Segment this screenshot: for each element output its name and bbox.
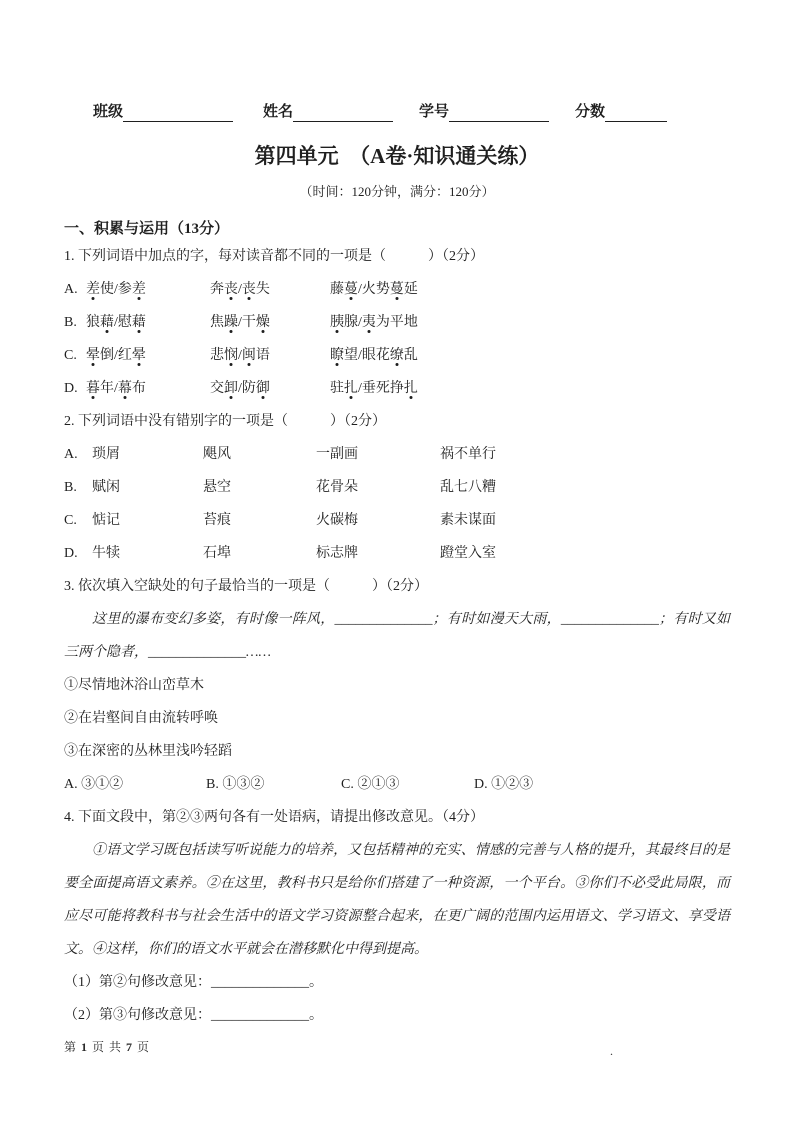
word: 素未谋面 (440, 513, 496, 528)
class-fill-in-blank (123, 103, 233, 122)
word-pair: 胰腺/夷为平地 (330, 315, 418, 330)
q1-option-c (64, 339, 730, 372)
option-label: B. (64, 480, 77, 495)
word-pair: 差使/参差 (86, 282, 146, 297)
choice-a: A. ③①② (64, 777, 124, 792)
word: 惦记 (92, 513, 120, 528)
footer-text: 页 (137, 1040, 151, 1054)
stray-dot-mark: . (610, 1044, 613, 1058)
option-label: D. (64, 546, 78, 561)
option-label: D. (64, 381, 78, 396)
score-fill-in-blank (605, 103, 667, 122)
word-pair: 藤蔓/火势蔓延 (330, 282, 418, 297)
q1-stem: 1. 下列词语中加点的字，每对读音都不同的一项是（ ）（2分） (64, 249, 484, 264)
word-pair: 瞭望/眼花缭乱 (330, 348, 418, 363)
field-student-id (419, 102, 549, 122)
page-footer (64, 1038, 154, 1056)
word-pair: 焦躁/干燥 (210, 315, 270, 330)
option-label: B. (64, 315, 77, 330)
word-pair: 悲悯/闽语 (210, 348, 270, 363)
q1-option-d (64, 372, 730, 405)
q1-option-a (64, 273, 730, 306)
q4-blank-2: （2）第③句修改意见：______________。 (64, 1008, 323, 1023)
field-label-name: 姓名 (263, 104, 294, 120)
word-pair: 交卸/防御 (210, 381, 270, 396)
q1-option-b (64, 306, 730, 339)
current-page-number: 1 (81, 1040, 89, 1054)
choice-c: C. ②①③ (341, 777, 400, 792)
exam-time-score-info: （时间：120分钟，满分：120分） (299, 184, 495, 199)
word-pair: 晕倒/红晕 (86, 348, 146, 363)
q3-passage: 这里的瀑布变幻多姿，有时像一阵风，______________；有时如漫天大雨，______________；有时又如三两个隐者，______________…… (64, 612, 730, 660)
choice-d: D. ①②③ (474, 777, 534, 792)
name-fill-in-blank (293, 103, 393, 122)
field-score (575, 102, 667, 122)
word: 牛犊 (92, 546, 120, 561)
option-label: C. (64, 348, 77, 363)
word: 石埠 (203, 546, 231, 561)
choice-b: B. ①③② (206, 777, 265, 792)
word: 乱七八糟 (440, 480, 496, 495)
word: 悬空 (203, 480, 231, 495)
q4-passage: ①语文学习既包括读写听说能力的培养，又包括精神的充实、情感的完善与人格的提升，其最终目的是要全面提高语文素养。②在这里，教科书只是给你们搭建了一种资源，一个平台。③你们不必受此局限，而应尽可能将教科书与社会生活中的语文学习资源整合起来，在更广阔的范围内运用语文、学习语文、享受语文。④这样，你们的语文水平就会在潜移默化中得到提高。 (64, 843, 730, 957)
q3-item-3: ③在深密的丛林里浅吟轻蹈 (64, 744, 232, 759)
word-pair: 奔丧/丧失 (210, 282, 270, 297)
q4-stem: 4. 下面文段中，第②③两句各有一处语病，请提出修改意见。（4分） (64, 810, 484, 825)
word: 飓风 (203, 447, 231, 462)
word: 祸不单行 (440, 447, 496, 462)
footer-text: 页 共 (92, 1040, 123, 1054)
section-heading: 一、积累与运用（13分） (64, 221, 230, 237)
field-label-class: 班级 (93, 104, 124, 120)
field-name (263, 102, 393, 122)
q2-option-d (64, 537, 730, 570)
q2-option-b (64, 471, 730, 504)
word: 标志牌 (316, 546, 358, 561)
q3-choices-row (64, 768, 730, 801)
q2-option-a (64, 438, 730, 471)
total-page-number: 7 (126, 1040, 134, 1054)
q2-stem: 2. 下列词语中没有错别字的一项是（ ）（2分） (64, 414, 386, 429)
word: 花骨朵 (316, 480, 358, 495)
q3-stem: 3. 依次填入空缺处的句子最恰当的一项是（ ）（2分） (64, 579, 428, 594)
student-info-row (64, 96, 730, 122)
q3-item-1: ①尽情地沐浴山峦草木 (64, 678, 204, 693)
word-pair: 驻扎/垂死挣扎 (330, 381, 418, 396)
word: 苔痕 (203, 513, 231, 528)
word: 火碳梅 (316, 513, 358, 528)
q2-option-c (64, 504, 730, 537)
option-label: C. (64, 513, 77, 528)
word: 一副画 (316, 447, 358, 462)
q4-blank-1: （1）第②句修改意见：______________。 (64, 975, 323, 990)
word-pair: 狼藉/慰藉 (86, 315, 146, 330)
word: 蹬堂入室 (440, 546, 496, 561)
field-class (93, 102, 233, 122)
student-id-fill-in-blank (449, 103, 549, 122)
word: 琐屑 (92, 447, 120, 462)
option-label: A. (64, 282, 78, 297)
field-label-score: 分数 (575, 104, 606, 120)
footer-text: 第 (64, 1040, 78, 1054)
field-label-student-id: 学号 (419, 104, 450, 120)
word-pair: 暮年/幕布 (86, 381, 146, 396)
option-label: A. (64, 447, 78, 462)
page-title: 第四单元 （A卷·知识通关练） (254, 144, 540, 168)
word: 赋闲 (92, 480, 120, 495)
q3-item-2: ②在岩壑间自由流转呼唤 (64, 711, 218, 726)
